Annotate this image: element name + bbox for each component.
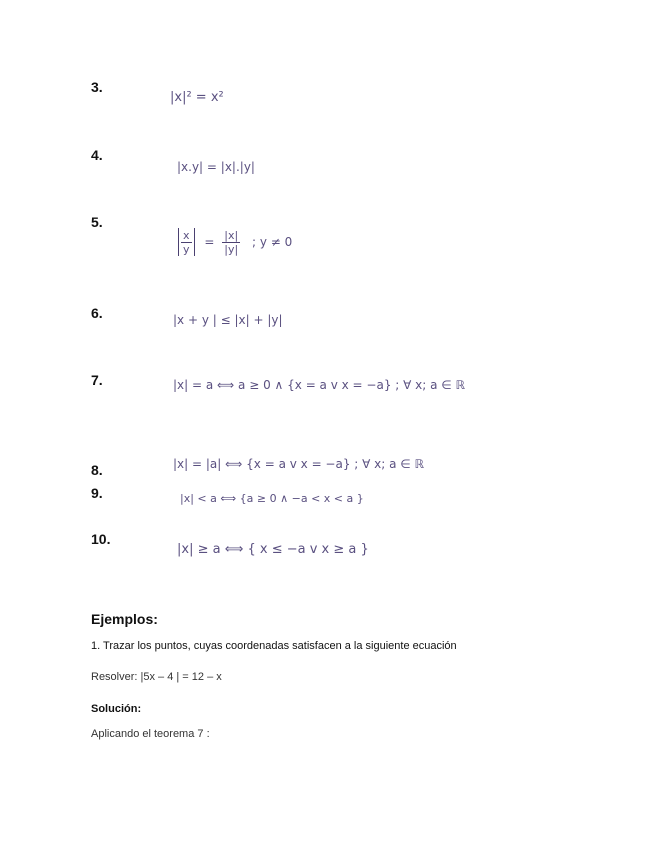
fraction-abs-x-over-abs-y	[222, 229, 240, 256]
formula-4: |x.y| = |x|.|y|	[177, 160, 255, 174]
fraction-abs-x-over-y	[176, 228, 197, 256]
item-number-9: 9.	[91, 485, 103, 501]
applying-theorem-line: Aplicando el teorema 7 :	[91, 728, 210, 740]
formula-5	[176, 228, 292, 256]
item-number-6: 6.	[91, 305, 103, 321]
item-number-7: 7.	[91, 372, 103, 388]
item-number-8: 8.	[91, 462, 103, 478]
item-number-3: 3.	[91, 79, 103, 95]
item-number-4: 4.	[91, 147, 103, 163]
formula-7: |x| = a ⟺ a ≥ 0 ∧ {x = a v x = −a} ; ∀ x; a ∈ ℝ	[173, 378, 466, 392]
item-number-5: 5.	[91, 214, 103, 230]
formula-8: |x| = |a| ⟺ {x = a v x = −a} ; ∀ x; a ∈ ℝ	[173, 457, 425, 471]
formula-6: |x + y | ≤ |x| + |y|	[173, 313, 283, 327]
resolver-line: Resolver: |5x – 4 | = 12 – x	[91, 671, 222, 683]
rhs-numerator: |x|	[224, 228, 239, 242]
fraction-numerator: x	[183, 228, 190, 242]
formula-condition: ; y ≠ 0	[251, 235, 293, 249]
example-1-statement: 1. Trazar los puntos, cuyas coordenadas satisfacen a la siguiente ecuación	[91, 640, 457, 652]
item-number-10: 10.	[91, 531, 111, 547]
rhs-denominator: |y|	[224, 242, 239, 256]
formula-3: |x|² = x²	[170, 90, 224, 105]
solution-heading: Solución:	[91, 703, 142, 715]
formula-9: |x| < a ⟺ {a ≥ 0 ∧ −a < x < a }	[180, 492, 364, 505]
fraction-denominator: y	[183, 242, 190, 256]
examples-heading: Ejemplos:	[91, 611, 158, 627]
equals-sign: =	[204, 235, 215, 249]
formula-10: |x| ≥ a ⟺ { x ≤ −a v x ≥ a }	[177, 542, 369, 557]
